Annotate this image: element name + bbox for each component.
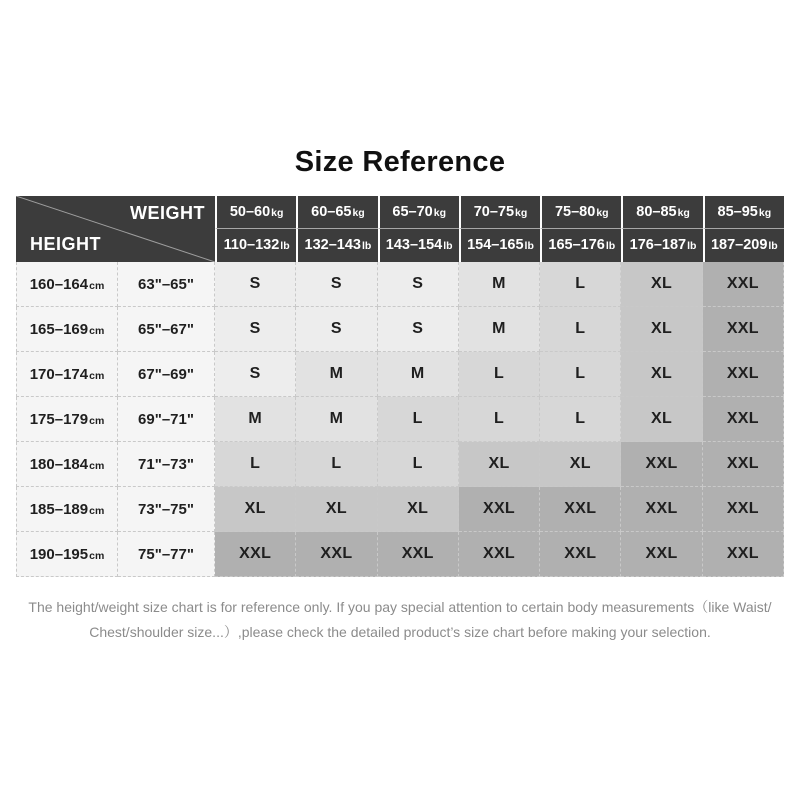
size-cell: XXL bbox=[378, 532, 459, 577]
height-cm-cell bbox=[16, 487, 118, 532]
lb-unit: lb bbox=[687, 240, 697, 252]
size-cell: S bbox=[378, 307, 459, 352]
height-cm-cell bbox=[16, 532, 118, 577]
height-cm-cell bbox=[16, 307, 118, 352]
weight-lb-header-cell bbox=[459, 229, 540, 262]
size-cell: XXL bbox=[540, 532, 621, 577]
size-cell: XL bbox=[621, 352, 702, 397]
height-cm-cell-value: 175–179 bbox=[29, 410, 89, 428]
kg-unit: kg bbox=[596, 207, 609, 219]
size-cell: XXL bbox=[459, 532, 540, 577]
weight-lb-header-cell-value: 132–143 bbox=[304, 237, 361, 253]
lb-unit: lb bbox=[361, 240, 372, 252]
height-cm-cell-value: 185–189 bbox=[29, 500, 89, 518]
lb-unit: lb bbox=[443, 240, 453, 252]
height-inch-cell: 71"–73" bbox=[118, 442, 215, 487]
footer-line-2: Chest/shoulder size...）,please check the detailed product’s size chart before making your selection. bbox=[89, 624, 711, 640]
kg-unit: kg bbox=[677, 207, 690, 219]
size-cell: XXL bbox=[621, 487, 702, 532]
size-cell: S bbox=[215, 262, 296, 307]
size-cell: S bbox=[296, 307, 377, 352]
cm-unit: cm bbox=[89, 279, 105, 292]
weight-lb-header-cell bbox=[540, 229, 621, 262]
size-cell: M bbox=[215, 397, 296, 442]
weight-kg-header-cell bbox=[540, 196, 621, 229]
cm-unit: cm bbox=[89, 504, 105, 517]
height-cm-cell-value: 165–169 bbox=[29, 320, 89, 338]
cm-unit: cm bbox=[89, 369, 105, 382]
size-cell: XXL bbox=[621, 442, 702, 487]
kg-unit: kg bbox=[433, 207, 446, 219]
weight-lb-header-cell-value: 154–165 bbox=[467, 237, 524, 253]
size-cell: S bbox=[378, 262, 459, 307]
weight-lb-header-cell bbox=[703, 229, 784, 262]
size-cell: XL bbox=[621, 262, 702, 307]
kg-unit: kg bbox=[352, 207, 365, 219]
weight-kg-header-cell bbox=[459, 196, 540, 229]
size-cell: M bbox=[296, 352, 377, 397]
weight-kg-header-cell-value: 60–65 bbox=[311, 204, 352, 220]
lb-unit: lb bbox=[768, 240, 778, 252]
size-cell: L bbox=[540, 352, 621, 397]
size-cell: XXL bbox=[703, 397, 784, 442]
weight-kg-header-cell bbox=[296, 196, 377, 229]
cm-unit: cm bbox=[89, 324, 105, 337]
size-cell: L bbox=[378, 442, 459, 487]
kg-unit: kg bbox=[758, 207, 772, 219]
size-cell: XXL bbox=[703, 487, 784, 532]
size-cell: L bbox=[215, 442, 296, 487]
size-cell: S bbox=[215, 307, 296, 352]
weight-kg-header-cell-value: 75–80 bbox=[554, 204, 596, 220]
lb-unit: lb bbox=[280, 240, 290, 252]
weight-lb-header-cell-value: 187–209 bbox=[710, 237, 768, 253]
size-cell: XL bbox=[540, 442, 621, 487]
lb-unit: lb bbox=[605, 240, 616, 252]
size-cell: L bbox=[459, 352, 540, 397]
size-cell: XXL bbox=[215, 532, 296, 577]
size-cell: L bbox=[296, 442, 377, 487]
cm-unit: cm bbox=[89, 549, 105, 562]
height-inch-cell: 73"–75" bbox=[118, 487, 215, 532]
weight-lb-header-cell bbox=[621, 229, 702, 262]
height-cm-cell bbox=[16, 397, 118, 442]
size-cell: XXL bbox=[621, 532, 702, 577]
weight-lb-header-cell-value: 165–176 bbox=[548, 237, 605, 253]
corner-cell bbox=[16, 196, 215, 262]
size-cell: XL bbox=[378, 487, 459, 532]
height-inch-cell: 67"–69" bbox=[118, 352, 215, 397]
weight-kg-header-cell bbox=[621, 196, 702, 229]
height-inch-cell: 63"–65" bbox=[118, 262, 215, 307]
size-cell: L bbox=[459, 397, 540, 442]
size-cell: XXL bbox=[703, 262, 784, 307]
size-cell: S bbox=[296, 262, 377, 307]
weight-kg-header-cell-value: 65–70 bbox=[392, 204, 433, 220]
height-cm-cell-value: 180–184 bbox=[29, 455, 89, 473]
height-cm-cell bbox=[16, 442, 118, 487]
weight-kg-header-cell bbox=[378, 196, 459, 229]
weight-kg-header-cell-value: 70–75 bbox=[473, 204, 515, 220]
weight-axis-label: WEIGHT bbox=[130, 203, 205, 223]
height-cm-cell bbox=[16, 262, 118, 307]
weight-lb-header-cell bbox=[215, 229, 296, 262]
weight-lb-header-cell-value: 143–154 bbox=[385, 237, 443, 253]
size-cell: M bbox=[459, 262, 540, 307]
size-cell: XXL bbox=[703, 442, 784, 487]
size-cell: XL bbox=[621, 307, 702, 352]
size-cell: S bbox=[215, 352, 296, 397]
size-cell: XL bbox=[621, 397, 702, 442]
height-cm-cell-value: 160–164 bbox=[29, 275, 89, 293]
size-cell: XXL bbox=[703, 352, 784, 397]
weight-lb-header-cell-value: 176–187 bbox=[629, 237, 687, 253]
size-cell: XL bbox=[459, 442, 540, 487]
size-cell: M bbox=[296, 397, 377, 442]
lb-unit: lb bbox=[524, 240, 534, 252]
size-table bbox=[16, 196, 784, 577]
size-cell: L bbox=[540, 397, 621, 442]
kg-unit: kg bbox=[271, 207, 284, 219]
size-cell: M bbox=[459, 307, 540, 352]
size-cell: XL bbox=[215, 487, 296, 532]
size-cell: XXL bbox=[703, 307, 784, 352]
size-cell: XXL bbox=[540, 487, 621, 532]
weight-kg-header-cell-value: 50–60 bbox=[229, 204, 271, 220]
page-title: Size Reference bbox=[294, 146, 506, 178]
weight-lb-header-cell bbox=[378, 229, 459, 262]
size-cell: L bbox=[540, 307, 621, 352]
size-cell: XXL bbox=[296, 532, 377, 577]
weight-kg-header-cell bbox=[703, 196, 784, 229]
weight-lb-header-cell bbox=[296, 229, 377, 262]
footer-line-1: The height/weight size chart is for reference only. If you pay special attention to certain body measurements（like Waist/ bbox=[28, 599, 772, 615]
footer-disclaimer bbox=[0, 595, 800, 645]
size-cell: L bbox=[378, 397, 459, 442]
cm-unit: cm bbox=[89, 459, 105, 472]
height-inch-cell: 75"–77" bbox=[118, 532, 215, 577]
size-cell: L bbox=[540, 262, 621, 307]
size-cell: M bbox=[378, 352, 459, 397]
height-inch-cell: 69"–71" bbox=[118, 397, 215, 442]
height-inch-cell: 65"–67" bbox=[118, 307, 215, 352]
size-cell: XXL bbox=[703, 532, 784, 577]
cm-unit: cm bbox=[89, 414, 105, 427]
size-cell: XL bbox=[296, 487, 377, 532]
weight-kg-header-cell bbox=[215, 196, 296, 229]
size-cell: XXL bbox=[459, 487, 540, 532]
weight-lb-header-cell-value: 110–132 bbox=[223, 237, 280, 253]
height-cm-cell-value: 190–195 bbox=[29, 545, 89, 563]
height-axis-label: HEIGHT bbox=[30, 234, 102, 254]
weight-kg-header-cell-value: 80–85 bbox=[636, 204, 677, 220]
kg-unit: kg bbox=[515, 207, 528, 219]
height-cm-cell-value: 170–174 bbox=[29, 365, 89, 383]
weight-kg-header-cell-value: 85–95 bbox=[717, 204, 758, 220]
height-cm-cell bbox=[16, 352, 118, 397]
